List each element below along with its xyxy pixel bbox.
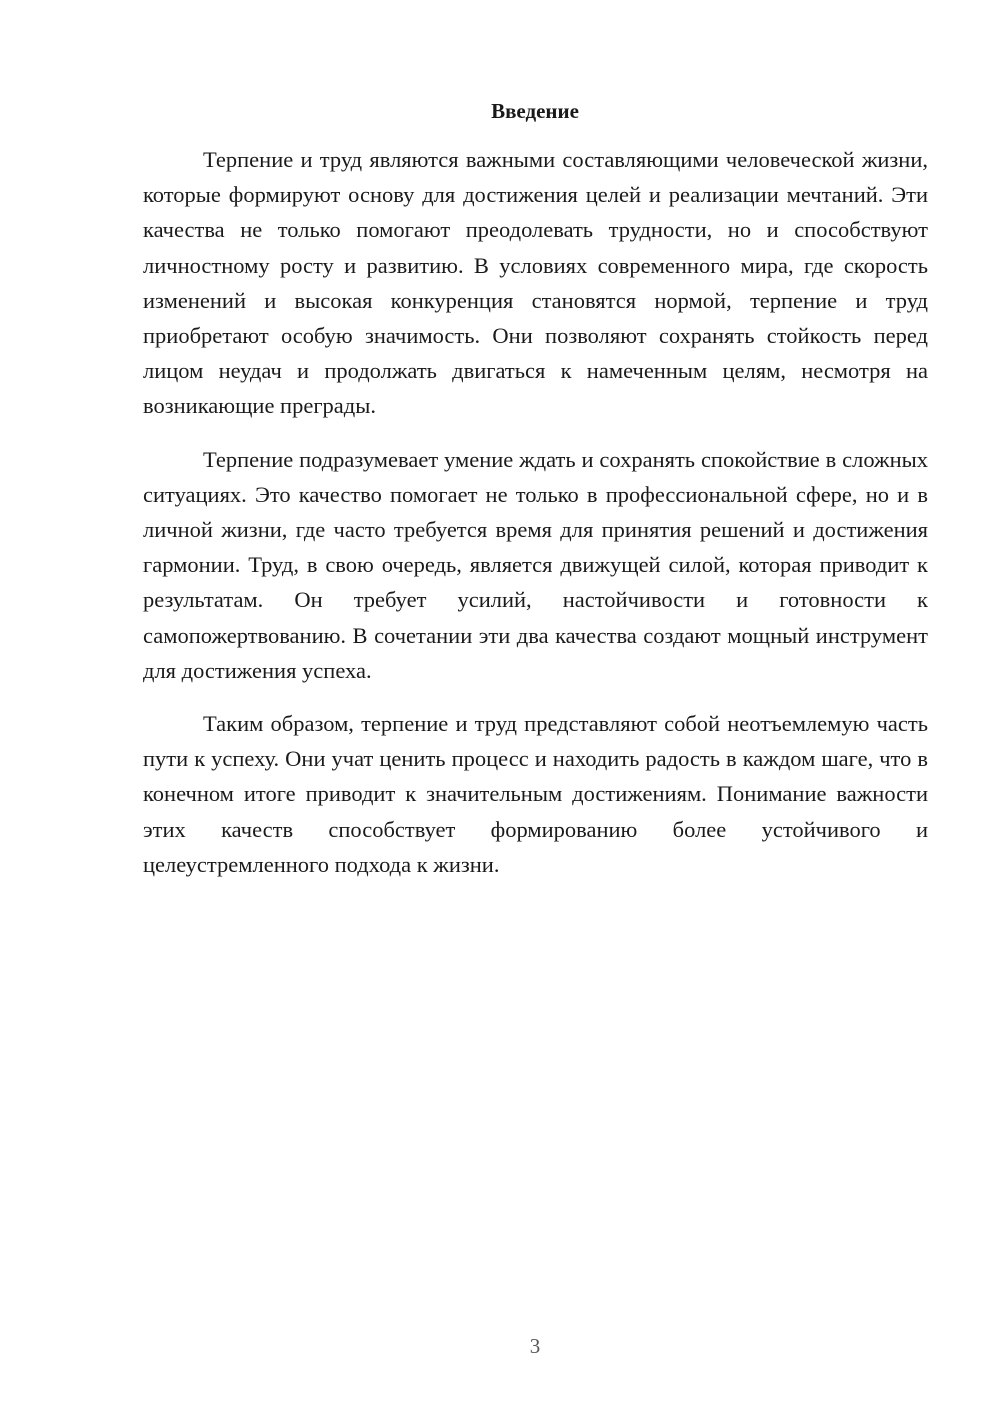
paragraph-1: Терпение и труд являются важными составляющими человеческой жизни, которые формируют основу для достижения целей и реализации мечтаний. Эти качества не только помогают преодолевать трудности, но и способствуют личностному росту и развитию. В условиях современного мира, где скорость изменений и высокая конкуренция становятся нормой, терпение и труд приобретают особую значимость. Они позволяют сохранять стойкость перед лицом неудач и продолжать двигаться к намеченным целям, несмотря на возникающие преграды.: [143, 147, 928, 419]
paragraph-3: Таким образом, терпение и труд представляют собой неотъемлемую часть пути к успеху. Они учат ценить процесс и находить радость в каждом шаге, что в конечном итоге приводит к значительным достижениям. Понимание важности этих качеств способствует формированию более устойчивого и целеустремленного подхода к жизни.: [143, 711, 928, 877]
paragraph-2: Терпение подразумевает умение ждать и сохранять спокойствие в сложных ситуациях. Это качество помогает не только в профессиональной сфере, но и в личной жизни, где часто требуется время для принятия решений и достижения гармонии. Труд, в свою очередь, является движущей силой, которая приводит к результатам. Он требует усилий, настойчивости и готовности к самопожертвованию. В сочетании эти два качества создают мощный инструмент для достижения успеха.: [143, 446, 928, 683]
section-title: Введение: [491, 99, 579, 123]
body-text: [143, 142, 928, 900]
page-number: 3: [529, 1334, 541, 1358]
